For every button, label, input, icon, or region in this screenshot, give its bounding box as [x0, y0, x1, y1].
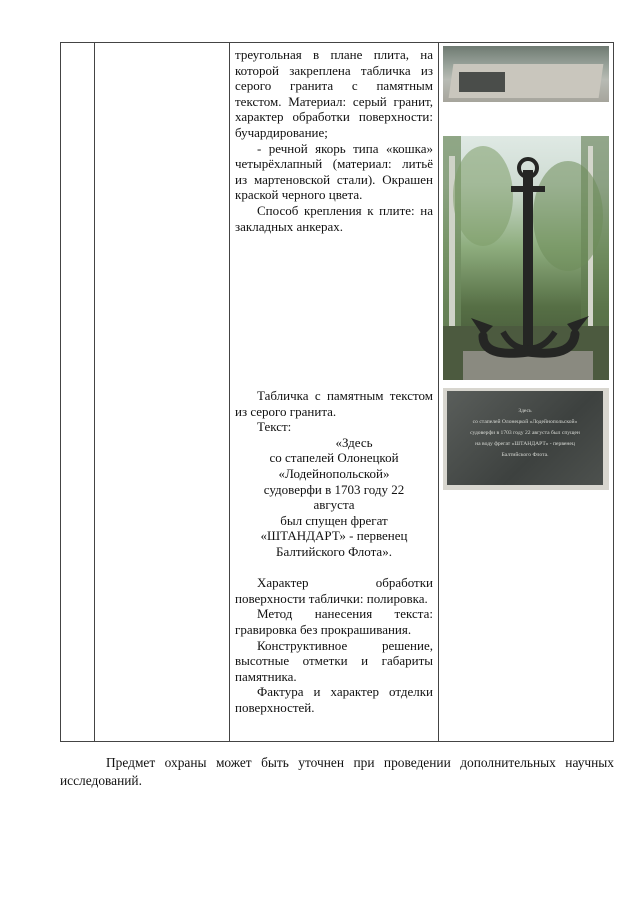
monument-slab-photo [443, 46, 609, 102]
description-cell [235, 47, 433, 234]
quote-line: со стапелей Олонецкой [269, 450, 399, 466]
description-paragraph-1: треугольная в плане плита, на которой закреплена табличка из серого гранита с памятным текстом. Материал: серый гранит, характер обработки поверхности: бучардирование; [235, 47, 433, 140]
anchor-photo [443, 136, 609, 380]
quote-line: «ШТАНДАРТ» - первенец [260, 528, 408, 544]
footer-note [60, 754, 614, 790]
plaque-intro: Табличка с памятным текстом из серого гранита. [235, 388, 433, 419]
column-divider-1 [94, 43, 95, 741]
quote-line: был спущен фрегат [280, 512, 388, 528]
description-paragraph-2: - речной якорь типа «кошка» четырёхлапный (материал: литьё из мартеновской стали). Окрашен краской черного цвета. [235, 140, 433, 203]
protection-subject-table [60, 42, 614, 742]
tail-paragraph: Фактура и характер отделки поверхностей. [235, 684, 433, 715]
tail-paragraph: Характер обработки поверхности таблички: полировка. [235, 575, 433, 606]
tail-paragraph: Метод нанесения текста: гравировка без прокрашивания. [235, 606, 433, 637]
quote-line: судоверфи в 1703 году 22 [263, 481, 405, 497]
plaque-inscription: Здесь со стапелей Олонецкой «Лодейнопольской» судоверфи в 1703 году 22 августа был спущен на воду фрегат «ШТАНДАРТ» - первенец Балтийского Флота. [470, 408, 580, 458]
description-paragraph-3: Способ крепления к плите: на закладных анкерах. [235, 202, 433, 234]
plaque-photo [443, 388, 609, 490]
anchor-illustration [443, 136, 609, 380]
column-divider-2 [229, 43, 230, 741]
quote-line: Балтийского Флота». [276, 543, 392, 559]
quote-line: августа [313, 497, 355, 513]
plaque-description [235, 388, 433, 715]
quote-line: «Здесь [335, 434, 373, 450]
tail-paragraph: Конструктивное решение, высотные отметки и габариты памятника. [235, 637, 433, 684]
column-divider-3 [438, 43, 439, 741]
text-label: Текст: [257, 419, 292, 435]
quote-line: «Лодейнопольской» [278, 465, 390, 481]
footer-note-text: Предмет охраны может быть уточнен при проведении дополнительных научных исследований. [60, 755, 614, 788]
